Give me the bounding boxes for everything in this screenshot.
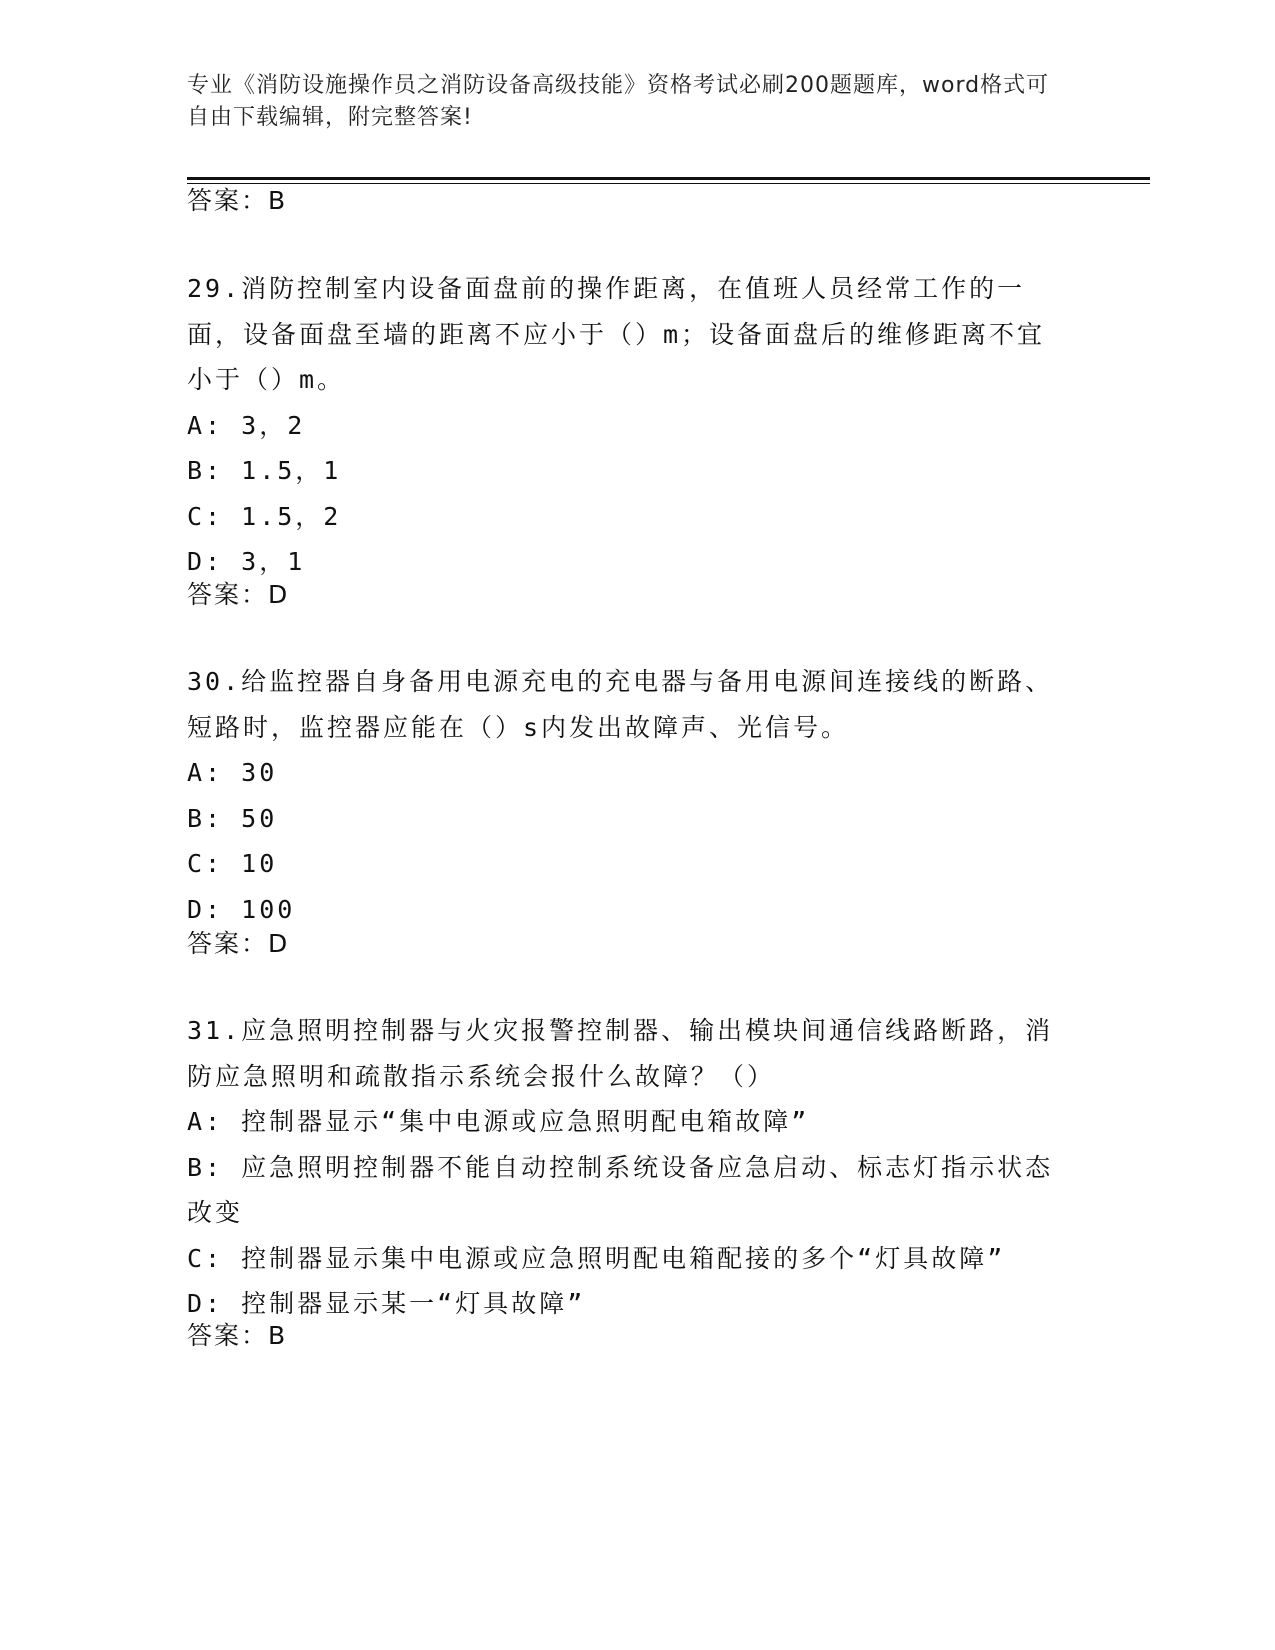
- question-text: 31.应急照明控制器与火灾报警控制器、输出模块间通信线路断路，消防应急照明和疏散指示系统会报什么故障？（）: [187, 1016, 1054, 1091]
- option-b: B: 应急照明控制器不能自动控制系统设备应急启动、标志灯指示状态改变: [187, 1152, 1054, 1227]
- option-b: B: 50: [187, 803, 278, 833]
- option-d: D: 100: [187, 894, 296, 924]
- option-c: C: 控制器显示集中电源或应急照明配电箱配接的多个“灯具故障”: [187, 1243, 1006, 1273]
- option-a: A: 控制器显示“集中电源或应急照明配电箱故障”: [187, 1107, 810, 1136]
- answer-30: 答案：D: [187, 929, 290, 958]
- option-d: D: 3，1: [187, 547, 306, 576]
- option-d: D: 控制器显示某一“灯具故障”: [187, 1289, 586, 1318]
- option-b: B: 1.5，1: [187, 456, 342, 485]
- question-30: [187, 659, 1072, 932]
- option-c: C: 10: [187, 849, 278, 878]
- answer-31: 答案：B: [187, 1321, 288, 1350]
- option-a: A: 30: [187, 758, 278, 787]
- option-c: C: 1.5，2: [187, 501, 342, 531]
- option-a: A: 3，2: [187, 410, 306, 440]
- header-divider-thick: [187, 177, 1150, 180]
- question-text: 30.给监控器自身备用电源充电的充电器与备用电源间连接线的断路、短路时，监控器应能在（）s内发出故障声、光信号。: [187, 667, 1054, 742]
- header-divider-thin: [187, 183, 1150, 184]
- previous-answer: 答案：B: [187, 186, 288, 215]
- question-29: [187, 266, 1072, 585]
- answer-29: 答案：D: [187, 580, 290, 609]
- document-header: 专业《消防设施操作员之消防设备高级技能》资格考试必刷200题题库，word格式可自由下载编辑，附完整答案!: [187, 73, 1050, 130]
- question-31: [187, 1008, 1072, 1327]
- question-text: 29.消防控制室内设备面盘前的操作距离，在值班人员经常工作的一面，设备面盘至墙的距离不应小于（）m；设备面盘后的维修距离不宜小于（）m。: [187, 274, 1046, 394]
